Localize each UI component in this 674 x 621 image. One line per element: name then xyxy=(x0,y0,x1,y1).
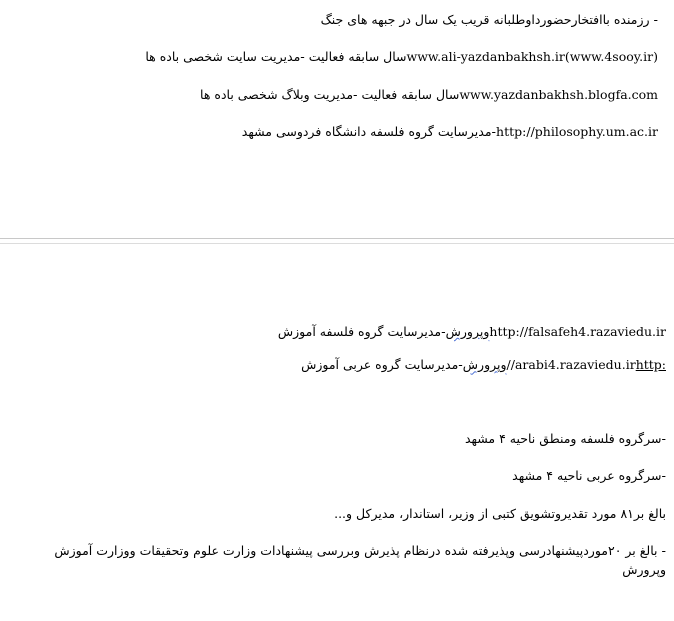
line-philosophy-supervisor xyxy=(0,429,674,448)
appreciation-letters-text: بالغ بر۸۱ مورد تقدیروتشویق کتبی از وزیر، استاندار، مدیرکل و... xyxy=(334,505,666,521)
line-falsafeh-edu-site xyxy=(0,322,674,341)
line-accepted-proposals xyxy=(0,541,674,580)
arabi-edu-prefix: -مدیرسایت گروه عربی آموزش xyxy=(301,357,463,373)
personal-blog-url: www.yazdanbakhsh.blogfa.com xyxy=(459,86,658,102)
falsafeh-edu-url: http://falsafeh4.razaviedu.ir xyxy=(489,324,666,339)
line-war-front xyxy=(8,10,666,29)
personal-site-middle: سال سابقه فعالیت xyxy=(304,49,407,65)
personal-blog-middle: سال سابقه فعالیت xyxy=(357,86,460,102)
personal-site-prefix: -مدیریت سایت شخصی باده ها xyxy=(145,49,305,65)
line-personal-site xyxy=(8,47,666,66)
section-divider-top xyxy=(0,238,674,239)
line-personal-blog xyxy=(8,85,666,104)
line-arabic-supervisor xyxy=(0,466,674,485)
top-section xyxy=(0,0,674,142)
philosophy-group-url: http://philosophy.um.ac.ir xyxy=(496,124,658,140)
accepted-proposals-text: - بالغ بر ۲۰موردپیشنهادرسی وپذیرفته شده درنظام پذیرش وبررسی پیشنهادات وزارت علوم وتحقیقات ووزارت آموزش وپرورش xyxy=(54,542,666,578)
philosophy-supervisor-text: -سرگروه فلسفه ومنطق ناحیه ۴ مشهد xyxy=(464,430,666,446)
arabi-edu-url-scheme: http: xyxy=(635,357,666,373)
personal-blog-prefix: -مدیریت وبلاگ شخصی باده ها xyxy=(200,86,358,102)
line-arabi-edu-site xyxy=(0,355,674,374)
philosophy-group-prefix: -مدیرسایت گروه فلسفه دانشگاه فردوسی مشهد xyxy=(241,124,497,140)
arabic-supervisor-text: -سرگروه عربی ناحیه ۴ مشهد xyxy=(512,468,666,484)
line-philosophy-group-site xyxy=(8,122,666,141)
personal-site-url: www.ali-yazdanbakhsh.ir(www.4sooy.ir) xyxy=(406,49,658,65)
bottom-section xyxy=(0,322,674,598)
section-divider-bottom xyxy=(0,243,674,244)
arabi-edu-url-rest: //arabi4.razaviedu.ir xyxy=(506,357,636,373)
arabi-edu-spell: وپرورش xyxy=(462,357,507,373)
falsafeh-edu-spell: وپرورش xyxy=(445,324,490,339)
spacer xyxy=(0,389,674,429)
line-appreciation-letters xyxy=(0,504,674,523)
line-war-front-text: - رزمنده باافتخارحضورداوطلبانه قریب یک سال در جبهه های جنگ xyxy=(320,12,658,27)
falsafeh-edu-prefix: -مدیرسایت گروه فلسفه آموزش xyxy=(277,324,446,339)
